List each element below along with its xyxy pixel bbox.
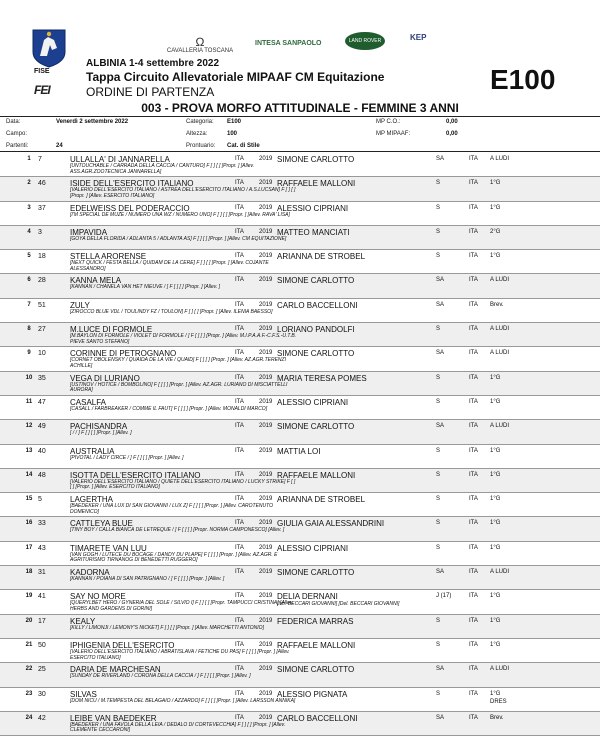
horse-birth-year: 2019 <box>259 593 273 600</box>
bib-number: 17 <box>38 617 46 625</box>
horse-birth-year: 2019 <box>259 641 273 648</box>
rider-name: ALESSIO CIPRIANI <box>277 543 349 553</box>
horse-name: STELLA ARORENSE <box>70 252 147 262</box>
fise-label: FISE <box>34 68 50 75</box>
horse-pedigree: [KANNAN / CHANELA VAN HET NIEUVE / ] F [ ] [ ] [Propr. ] [Allev. ] <box>70 284 221 291</box>
rider-name: SIMONE CARLOTTO <box>277 276 355 286</box>
rider-name: LORIANO PANDOLFI <box>277 325 355 335</box>
rider-category: S <box>436 253 441 260</box>
rider-nation: ITA <box>469 690 478 697</box>
rider-nation: ITA <box>469 471 478 478</box>
course-label: Prontuario: <box>186 143 216 149</box>
start-position: 1 <box>27 156 31 162</box>
mp-mipaaf-label: MP MIPAAF: <box>376 131 411 137</box>
horse-pedigree: [CORNET OBOLENSKY / QUAIDA DE LA VIE / QUAID] F [ ] [ ] [Propr. ] [Allev. AZ.AGR.TERENZI ACHILLE] <box>70 357 286 369</box>
horse-name: KADORNA <box>70 568 110 578</box>
rider-category: J (17) <box>436 593 452 600</box>
rider-name: DELIA DERNANI <box>277 592 338 602</box>
rider-category: SA <box>436 350 445 357</box>
horseshoe-icon: Ω <box>195 35 205 49</box>
start-list <box>0 153 600 736</box>
rider-nation: ITA <box>469 350 478 357</box>
horse-nation: ITA <box>235 520 244 527</box>
rider-category: S <box>436 471 441 478</box>
horse-name: AUSTRALIA <box>70 446 115 456</box>
table-row <box>0 712 600 736</box>
category-value: E100 <box>227 119 242 125</box>
rider-category: S <box>436 520 441 527</box>
start-position: 21 <box>25 641 33 648</box>
bib-number: 27 <box>38 326 46 334</box>
table-row <box>0 274 600 298</box>
bib-number: 10 <box>38 350 46 358</box>
horse-name: LAGERTHA <box>70 495 113 505</box>
rider-category: S <box>436 374 441 381</box>
horse-pedigree: [BAEDEKER / UNA LUX DI SAN GIOVANNI / LUX Z] F [ ] [ ] [Propr. ] [Allev. CAROTENUTO DOMENICO] <box>70 503 274 515</box>
rider-category: S <box>436 641 441 648</box>
table-row <box>0 420 600 444</box>
rider-category: SA <box>436 569 445 576</box>
start-position: 11 <box>25 398 33 405</box>
horse-nation: ITA <box>235 423 244 430</box>
category-label: Categoria: <box>186 119 214 125</box>
horse-pedigree: [KILLY / LIMONJI / LEMONY'S NICKET] F [ ] [ ] [Propr. ] [Allev. MARCHETTI ANTONIO] <box>70 624 264 631</box>
rider-name: SIMONE CARLOTTO <box>277 665 355 675</box>
date-value: Venerdì 2 settembre 2022 <box>56 119 129 125</box>
horse-pedigree: [TINY BOY / CALLA BIANCA DE LETREQUE / ] F [ ] [ ] [Propr. NORMA CAMPONESCO] [Allev. ] <box>70 527 285 534</box>
qualification-note: A LUDI <box>490 156 510 162</box>
qualification-note: 1°G <box>490 253 501 260</box>
rider-category: S <box>436 690 441 697</box>
horse-birth-year: 2019 <box>259 617 273 624</box>
bib-number: 42 <box>38 714 46 722</box>
start-position: 17 <box>25 544 33 551</box>
horse-name: VEGA DI LURIANO <box>70 373 140 383</box>
rider-name: ARIANNA DE STROBEL <box>277 495 366 505</box>
rider-nation: ITA <box>469 374 478 381</box>
rider-nation: ITA <box>469 301 478 308</box>
start-position: 13 <box>25 447 33 454</box>
horse-pedigree: [CASALL / FARBREAKER / COMME IL FAUT] F [ ] [ ] [Propr. ] [Allev. MONALDI MARCO] <box>70 405 268 412</box>
rider-category: SA <box>436 301 445 308</box>
rider-name: MARIA TERESA POMES <box>277 373 367 383</box>
table-row <box>0 517 600 541</box>
horse-name: CASALFA <box>70 397 107 407</box>
horse-name: TIMARETE VAN LUU <box>70 543 147 553</box>
rider-nation: ITA <box>469 593 478 600</box>
rider-nation: ITA <box>469 253 478 260</box>
table-row <box>0 542 600 566</box>
rider-category: S <box>436 447 441 454</box>
rider-nation: ITA <box>469 496 478 503</box>
rider-name: CARLO BACCELLONI <box>277 713 358 723</box>
rider-nation: ITA <box>469 714 478 721</box>
horse-name: CATTLEYA BLUE <box>70 519 133 529</box>
table-row <box>0 615 600 639</box>
rider-category: SA <box>436 666 445 673</box>
mp-co-label: MP C.O.: <box>376 119 401 125</box>
horse-nation: ITA <box>235 690 244 697</box>
horse-name: CORINNE DI PETROGNANO <box>70 349 177 359</box>
table-row <box>0 372 600 396</box>
horse-name: M.LUCE DI FORMOLE <box>70 325 153 335</box>
qualification-note: 1°G <box>490 520 501 527</box>
horse-pedigree: [UNTOUCHABLE / CARRADA DELLA CACCIA / CANTURO] F [ ] [ ] [Propr. ] [Allev. ASS.AGR.ZOOTECNICA JANNARELLA] <box>70 163 255 175</box>
qualification-note: 1°G <box>490 544 501 551</box>
rider-nation: ITA <box>469 423 478 430</box>
rider-name: SIMONE CARLOTTO <box>277 568 355 578</box>
horse-birth-year: 2019 <box>259 326 273 333</box>
horse-nation: ITA <box>235 326 244 333</box>
table-row <box>0 566 600 590</box>
horse-name: IMPAVIDA <box>70 227 108 237</box>
rider-nation: ITA <box>469 326 478 333</box>
rider-nation: ITA <box>469 617 478 624</box>
start-position: 7 <box>27 301 31 308</box>
qualification-note: A LUDI <box>490 666 510 673</box>
field-label: Campo: <box>6 131 28 137</box>
start-position: 23 <box>25 690 33 697</box>
horse-pedigree: [VALERIO DELL'ESERCITO ITALIANO / ASTREA DELL'ESERCITO ITALIANO / A.S.LUCSAN] F [ ] [ ] [Propr. ] [Allev. ESERCITO ITALIANO] <box>70 187 296 199</box>
horse-birth-year: 2019 <box>259 666 273 673</box>
horse-birth-year: 2019 <box>259 690 273 697</box>
horse-nation: ITA <box>235 617 244 624</box>
start-position: 15 <box>25 496 33 503</box>
height-label: Altezza: <box>186 131 208 137</box>
start-position: 5 <box>27 253 31 260</box>
rider-category: S <box>436 228 441 235</box>
horse-pedigree: [VAN GOGH / LUTECE DU BOCAGE / DANDY DU PLAPE] F [ ] [ ] [Propr. ] [Allev. AZ.AGR. E AGRITURISMO TIRNANOG DI BENEDETTI RUGGERO] <box>70 551 278 564</box>
table-row <box>0 347 600 371</box>
bib-number: 43 <box>38 544 46 552</box>
start-position: 4 <box>27 228 31 235</box>
horse-birth-year: 2019 <box>259 180 273 187</box>
rider-name: FEDERICA MARRAS <box>277 616 354 626</box>
qualification-note: A LUDI <box>490 277 510 284</box>
sponsor-cavalleria-label: CAVALLERIA TOSCANA <box>166 48 234 54</box>
horse-birth-year: 2019 <box>259 156 273 162</box>
table-row <box>0 153 600 177</box>
mp-co-value: 0,00 <box>446 119 458 125</box>
start-position: 18 <box>25 569 33 576</box>
rider-category: S <box>436 204 441 211</box>
horse-birth-year: 2019 <box>259 277 273 284</box>
table-row <box>0 688 600 712</box>
table-row <box>0 177 600 201</box>
bib-number: 3 <box>38 228 42 236</box>
qualification-note: A LUDI <box>490 326 510 333</box>
horse-birth-year: 2019 <box>259 253 273 260</box>
rider-name: CARLO BACCELLONI <box>277 300 358 310</box>
horse-name: ISOTTA DELL'ESERCITO ITALIANO <box>70 470 201 480</box>
horse-name: ZULY <box>70 300 90 310</box>
table-row <box>0 299 600 323</box>
horse-birth-year: 2019 <box>259 569 273 576</box>
horse-pedigree: [I'M SPECIAL DE MUZE / NUMERO UNA WZ / NUMERO UNO] F [ ] [ ] [Propr. ] [Allev. RAVA' LISA] <box>70 211 290 218</box>
horse-nation: ITA <box>235 593 244 600</box>
bib-number: 35 <box>38 374 46 382</box>
horse-birth-year: 2019 <box>259 204 273 211</box>
horse-name: EDELWEISS DEL PODERACCIO <box>70 203 190 213</box>
qualification-note: 1°G <box>490 447 501 454</box>
rider-name: GIULIA GAIA ALESSANDRINI <box>277 519 385 529</box>
bib-number: 51 <box>38 301 46 309</box>
rider-category: S <box>436 326 441 333</box>
start-position: 2 <box>27 180 31 187</box>
competition-meta <box>0 116 600 152</box>
horse-pedigree: [M.BAYLON DI FORMOLE / VIOLET DI FORMOLE / ] F [ ] [ ] [Propr. ] [Allev. M.I.P.A.A.F.-C.F.S.-U.T.B. PIEVE SANTO STEFANO] <box>70 333 297 345</box>
horse-nation: ITA <box>235 398 244 405</box>
table-row <box>0 663 600 687</box>
horse-pedigree: [PIVOTAL / LADY CIRCE / ] F [ ] [ ] [Propr. ] [Allev. ] <box>70 454 184 461</box>
rider-name: RAFFAELE MALLONI <box>277 470 356 480</box>
start-position: 3 <box>27 204 31 211</box>
rider-nation: ITA <box>469 228 478 235</box>
qualification-note: A LUDI <box>490 423 510 430</box>
rider-name: ALESSIO CIPRIANI <box>277 203 349 213</box>
qualification-note: Brev. <box>490 301 504 308</box>
qualification-note-extra: DRES <box>490 698 507 705</box>
bib-number: 33 <box>38 520 46 528</box>
qualification-note: 1°G <box>490 204 501 211</box>
fei-logo: FEI <box>34 83 50 97</box>
horse-pedigree: [USTINOV / HOTICE / BOMBOLINO] F [ ] [ ] [Propr. ] [Allev. AZ.AGR. LURIANO DI MISCIATTELLI AURORA] <box>70 381 288 394</box>
rider-name: SIMONE CARLOTTO <box>277 349 355 359</box>
horse-name: SILVAS <box>70 689 97 699</box>
horse-nation: ITA <box>235 496 244 503</box>
start-position: 20 <box>25 617 33 624</box>
fise-logo-icon <box>30 28 68 68</box>
starters-label: Partenti: <box>6 143 29 149</box>
horse-birth-year: 2019 <box>259 471 273 478</box>
horse-nation: ITA <box>235 569 244 576</box>
table-row <box>0 396 600 420</box>
rider-name: RAFFAELE MALLONI <box>277 179 356 189</box>
horse-pedigree: [QUERYLBET HERO / GYNERIA DEL SOLE / SILVIO I] F [ ] [ ] [Propr. TAMPUCCI CRISTINA] [Allev. HERBS AND GARDENS DI GORINI] <box>70 600 294 612</box>
height-value: 100 <box>227 131 238 137</box>
rider-category: SA <box>436 277 445 284</box>
bib-number: 49 <box>38 423 46 431</box>
start-position: 12 <box>25 423 33 430</box>
rider-name: SIMONE CARLOTTO <box>277 422 355 432</box>
horse-nation: ITA <box>235 641 244 648</box>
horse-nation: ITA <box>235 374 244 381</box>
rider-nation: ITA <box>469 641 478 648</box>
horse-nation: ITA <box>235 350 244 357</box>
horse-pedigree: [DOM NICU / M.TEMPESTA DEL BELAGAIO / AZZARDO] F [ ] [ ] [Propr. ] [Allev. LARSSON ANNIKA] <box>70 697 296 704</box>
qualification-note: 1°G <box>490 690 501 697</box>
horse-name: KEALY <box>70 616 96 626</box>
horse-birth-year: 2019 <box>259 520 273 527</box>
qualification-note: 1°G <box>490 641 501 648</box>
start-position: 19 <box>25 593 33 600</box>
qualification-note: 2°G <box>490 228 501 235</box>
qualification-note: A LUDI <box>490 569 510 576</box>
horse-name: PACHISANDRA <box>70 422 128 432</box>
rider-category: S <box>436 496 441 503</box>
rider-name: ALESSIO CIPRIANI <box>277 397 349 407</box>
horse-name: DARIA DE MARCHESAN <box>70 665 161 675</box>
table-row <box>0 202 600 226</box>
horse-birth-year: 2019 <box>259 714 273 721</box>
horse-nation: ITA <box>235 204 244 211</box>
horse-name: KANNA MELA <box>70 276 122 286</box>
rider-nation: ITA <box>469 447 478 454</box>
bib-number: 47 <box>38 398 46 406</box>
rider-nation: ITA <box>469 666 478 673</box>
rider-nation: ITA <box>469 569 478 576</box>
rider-nation: ITA <box>469 180 478 187</box>
horse-name: SAY NO MORE <box>70 592 126 602</box>
bib-number: 46 <box>38 180 46 188</box>
rider-name: MATTEO MANCIATI <box>277 227 350 237</box>
rider-category: S <box>436 180 441 187</box>
horse-pedigree: [ / / ] F [ ] [ ] [Propr. ] [Allev. ] <box>70 430 132 437</box>
horse-pedigree: [KANNAN / POIANA DI SAN PATRIGNANO / ] F [ ] [ ] [Propr. ] [Allev. ] <box>70 576 225 583</box>
table-row <box>0 469 600 493</box>
horse-nation: ITA <box>235 471 244 478</box>
start-position: 14 <box>25 471 33 478</box>
horse-birth-year: 2019 <box>259 423 273 430</box>
rider-category: SA <box>436 423 445 430</box>
rider-nation: ITA <box>469 544 478 551</box>
bib-number: 50 <box>38 641 46 649</box>
rider-nation: ITA <box>469 204 478 211</box>
qualification-note: 1°G <box>490 374 501 381</box>
horse-nation: ITA <box>235 714 244 721</box>
rider-name: ALESSIO PIGNATA <box>277 689 348 699</box>
horse-nation: ITA <box>235 228 244 235</box>
rider-name: ARIANNA DE STROBEL <box>277 252 366 262</box>
bib-number: 7 <box>38 156 42 163</box>
start-position: 6 <box>27 277 31 284</box>
horse-nation: ITA <box>235 253 244 260</box>
start-position: 8 <box>27 326 31 333</box>
horse-pedigree: [VALERIO DELL'ESERCITO ITALIANO / ABRATISLAVA / FETICHE DU PAS] F [ ] [ ] [Propr. ] [Allev. ESERCITO ITALIANO] <box>70 648 290 661</box>
starters-value: 24 <box>56 143 63 149</box>
bib-number: 25 <box>38 666 46 674</box>
horse-pedigree: [BAEDEKER / UNA FAVOLA DELLA LEIA / DEDALO DI CORTEVECCHIA] F [ ] [ ] [Propr. ] [Allev. CLEMENTE CECCARONI] <box>70 721 286 734</box>
table-row <box>0 323 600 347</box>
rider-nation: ITA <box>469 520 478 527</box>
bib-number: 30 <box>38 690 46 698</box>
start-position: 22 <box>25 666 33 673</box>
bib-number: 37 <box>38 204 46 212</box>
horse-name: ISIDE DELL'ESERCITO ITALIANO <box>70 179 194 189</box>
order-title: ORDINE DI PARTENZA <box>86 85 215 99</box>
event-title: ALBINIA 1-4 settembre 2022 <box>86 58 220 69</box>
page-header <box>0 0 600 100</box>
rider-category: S <box>436 544 441 551</box>
table-row <box>0 445 600 469</box>
horse-name: LEIBE VAN BAEDEKER <box>70 713 157 723</box>
qualification-note: A LUDI <box>490 350 510 357</box>
horse-nation: ITA <box>235 666 244 673</box>
horse-nation: ITA <box>235 447 244 454</box>
qualification-note: Brev. <box>490 714 504 721</box>
sponsor-cavalleria-toscana <box>160 36 240 54</box>
qualification-note: 1°G <box>490 180 501 187</box>
table-row <box>0 590 600 614</box>
date-label: Data: <box>6 119 21 125</box>
bib-number: 18 <box>38 253 46 261</box>
course-value: Cat. di Stile <box>227 143 260 149</box>
qualification-note: 1°G <box>490 471 501 478</box>
bib-number: 5 <box>38 496 42 504</box>
start-position: 10 <box>25 374 33 381</box>
rider-name: MATTIA LOI <box>277 446 321 456</box>
horse-pedigree: [GOYA DELLA FLORIDA / ADLANTA 5 / ADLANTA AS] F [ ] [ ] [Propr. ] [Allev. CM EQUITAZIONE] <box>70 235 287 242</box>
horse-nation: ITA <box>235 277 244 284</box>
rider-category: SA <box>436 714 445 721</box>
horse-birth-year: 2019 <box>259 398 273 405</box>
rider-category: S <box>436 398 441 405</box>
horse-nation: ITA <box>235 180 244 187</box>
horse-name: IPHIGENIA DELL'ESERCITO <box>70 640 175 650</box>
horse-pedigree: [SUNDAY DE RIVERLAND / CORONA DELLA CACCIA / ] F [ ] [ ] [Propr. ] [Allev. ] <box>70 673 251 680</box>
start-position: 16 <box>25 520 33 527</box>
horse-birth-year: 2019 <box>259 544 273 551</box>
horse-birth-year: 2019 <box>259 374 273 381</box>
rider-category: SA <box>436 156 445 162</box>
bib-number: 40 <box>38 447 46 455</box>
rider-nation: ITA <box>469 156 478 162</box>
horse-birth-year: 2019 <box>259 301 273 308</box>
sponsor-intesa: INTESA SANPAOLO <box>255 40 322 47</box>
rider-name: RAFFAELE MALLONI <box>277 640 356 650</box>
horse-pedigree: [NEXT QUICK / FESTA BELLA / QUIDAM DE LA CERE] F [ ] [ ] [Propr. ] [Allev. COJANTE ALESSANDRO] <box>70 260 269 272</box>
qualification-note: 1°G <box>490 496 501 503</box>
rider-name: SIMONE CARLOTTO <box>277 155 355 164</box>
horse-birth-year: 2019 <box>259 228 273 235</box>
start-position: 24 <box>25 714 33 721</box>
qualification-note: 1°G <box>490 593 501 600</box>
rider-category: S <box>436 617 441 624</box>
horse-nation: ITA <box>235 301 244 308</box>
circuit-title: Tappa Circuito Allevatoriale MIPAAF CM Equitazione <box>86 70 385 84</box>
mp-mipaaf-value: 0,00 <box>446 131 458 137</box>
horse-birth-year: 2019 <box>259 447 273 454</box>
rider-nation: ITA <box>469 277 478 284</box>
bib-number: 41 <box>38 593 46 601</box>
qualification-note: 1°G <box>490 398 501 405</box>
horse-nation: ITA <box>235 544 244 551</box>
table-row <box>0 493 600 517</box>
horse-birth-year: 2019 <box>259 350 273 357</box>
table-row <box>0 250 600 274</box>
rider-instructor: [Istr. BECCARI GIOVANNI] [Del. BECCARI GIOVANNI] <box>277 601 400 608</box>
horse-nation: ITA <box>235 156 244 162</box>
bib-number: 31 <box>38 569 46 577</box>
horse-birth-year: 2019 <box>259 496 273 503</box>
bib-number: 28 <box>38 277 46 285</box>
horse-name: ULLALLA' DI JANNARELLA <box>70 155 170 164</box>
horse-pedigree: [VALERIO DELL'ESERCITO ITALIANO / QUIETE DELL'ESERCITO ITALIANO / LUCKY STRIKE] F [ ] [ ] [Propr. ] [Allev. ESERCITO ITALIANO] <box>70 478 296 491</box>
start-position: 9 <box>27 350 31 357</box>
horse-pedigree: [ZIROCCO BLUE VDL / TOULINDY FZ / TOULON] F [ ] [ ] [Propr. ] [Allev. ILENIA BAESSO] <box>70 308 273 315</box>
bib-number: 48 <box>38 471 46 479</box>
class-code: E100 <box>490 64 556 95</box>
qualification-note: 1°G <box>490 617 501 624</box>
sponsor-kep: KEP <box>410 33 427 42</box>
table-row <box>0 639 600 663</box>
sponsor-landrover: LAND ROVER <box>345 32 385 50</box>
table-row <box>0 226 600 250</box>
competition-title: 003 - PROVA MORFO ATTITUDINALE - FEMMINE 3 ANNI <box>0 101 600 117</box>
rider-nation: ITA <box>469 398 478 405</box>
